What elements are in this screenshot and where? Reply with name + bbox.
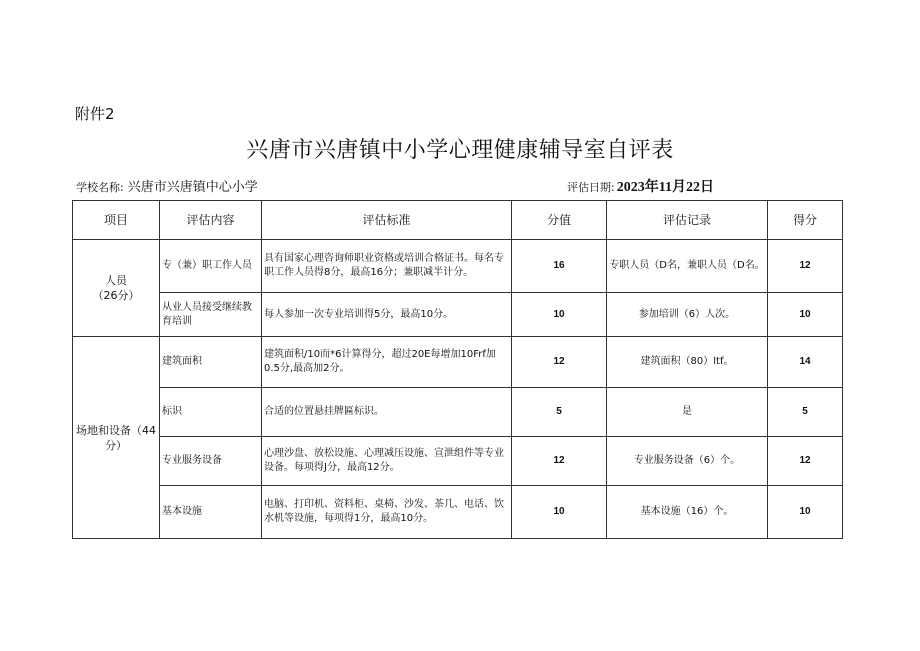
standard-cell: 具有国家心理咨询师职业资格或培训合格证书。每名专职工作人员得8分，最高16分；兼职减半计分。 bbox=[262, 240, 512, 293]
score-cell: 5 bbox=[768, 388, 843, 437]
record-cell: 专职人员（D名，兼职人员（D名。 bbox=[607, 240, 768, 293]
standard-cell: 每人参加一次专业培训得5分，最高10分。 bbox=[262, 293, 512, 337]
table-row bbox=[73, 337, 843, 388]
school-name bbox=[76, 176, 258, 195]
header-score: 得分 bbox=[768, 201, 843, 240]
header-content: 评估内容 bbox=[160, 201, 262, 240]
record-cell: 参加培训（6）人次。 bbox=[607, 293, 768, 337]
category-points: （26分） bbox=[92, 289, 140, 302]
record-cell: 建筑面积（80）ltf。 bbox=[607, 337, 768, 388]
evaluation-date bbox=[567, 176, 714, 196]
standard-cell: 合适的位置悬挂牌匾标识。 bbox=[262, 388, 512, 437]
table-row bbox=[73, 486, 843, 539]
table-row bbox=[73, 437, 843, 486]
standard-cell: 电脑、打印机、资料柜、桌椅、沙发、茶几、电话、饮水机等设施，每项得1分，最高10分。 bbox=[262, 486, 512, 539]
score-cell: 10 bbox=[768, 293, 843, 337]
table-row bbox=[73, 293, 843, 337]
record-cell: 是 bbox=[607, 388, 768, 437]
content-cell: 建筑面积 bbox=[160, 337, 262, 388]
table-row bbox=[73, 388, 843, 437]
score-cell: 12 bbox=[768, 437, 843, 486]
date-value: 2023年11月22日 bbox=[616, 180, 714, 195]
score-cell: 12 bbox=[768, 240, 843, 293]
header-standard: 评估标准 bbox=[262, 201, 512, 240]
page-title: 兴唐市兴唐镇中小学心理健康辅导室自评表 bbox=[246, 138, 674, 163]
table-row bbox=[73, 240, 843, 293]
date-label: 评估日期: bbox=[567, 181, 615, 194]
points-cell: 10 bbox=[512, 486, 607, 539]
points-cell: 5 bbox=[512, 388, 607, 437]
points-cell: 12 bbox=[512, 337, 607, 388]
content-cell: 专（兼）职工作人员 bbox=[160, 240, 262, 293]
content-cell: 从业人员接受继续教育培训 bbox=[160, 293, 262, 337]
category-name: 人员 bbox=[105, 274, 127, 287]
standard-cell: 心理沙盘、放松设施、心理减压设施、宣泄组件等专业设备。每项得J分，最高12分。 bbox=[262, 437, 512, 486]
record-cell: 专业服务设备（6）个。 bbox=[607, 437, 768, 486]
header-row bbox=[73, 201, 843, 240]
school-label: 学校名称: bbox=[76, 181, 124, 194]
content-cell: 专业服务设备 bbox=[160, 437, 262, 486]
attachment-label: 附件2 bbox=[75, 105, 115, 123]
header-item: 项目 bbox=[73, 201, 160, 240]
school-value: 兴唐市兴唐镇中心小学 bbox=[127, 180, 258, 195]
content-cell: 标识 bbox=[160, 388, 262, 437]
category-personnel bbox=[73, 240, 160, 337]
standard-cell: 建筑面积/10而*6计算得分，超过20E每增加10Frf加0.5分,最高加2分。 bbox=[262, 337, 512, 388]
evaluation-table bbox=[72, 200, 843, 539]
points-cell: 12 bbox=[512, 437, 607, 486]
points-cell: 16 bbox=[512, 240, 607, 293]
header-record: 评估记录 bbox=[607, 201, 768, 240]
category-facilities: 场地和设备（44分） bbox=[73, 337, 160, 539]
points-cell: 10 bbox=[512, 293, 607, 337]
header-points: 分值 bbox=[512, 201, 607, 240]
score-cell: 14 bbox=[768, 337, 843, 388]
content-cell: 基本设施 bbox=[160, 486, 262, 539]
score-cell: 10 bbox=[768, 486, 843, 539]
record-cell: 基本设施（16）个。 bbox=[607, 486, 768, 539]
